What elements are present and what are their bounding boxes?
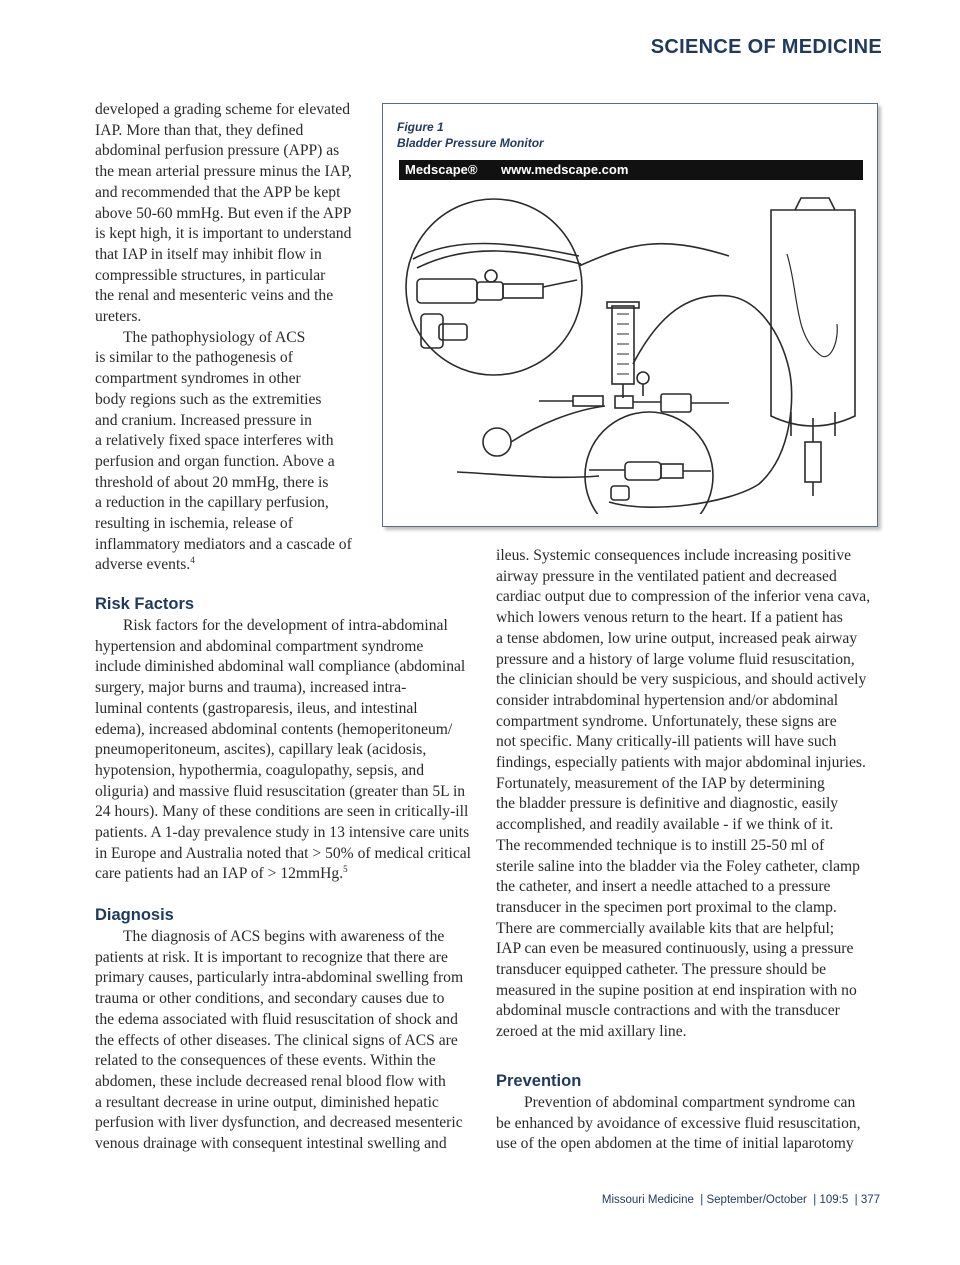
risk-factors-paragraph: Risk factors for the development of intra-abdominal hypertension and abdominal compartment syndrome include diminished abdominal wall compliance (abdominal surgery, major burns and trauma), increased intra- luminal contents (gastroparesis, ileus, and intestinal edema), increased abdominal contents (hemoperitoneum/ pneumoperitoneum, ascites), capillary leak (acidosis, hypotension, hypothermia, coagulopathy, sepsis, and oliguria) and massive fluid resuscitation (greater than 5L in 24 hours). Many of these conditions are seen in critically-ill patients. A 1-day prevalence study in 13 intensive care units in Europe and Australia noted that > 50% of medical critical care patients had an IAP of > 12mmHg.$^5$ <box>95 617 471 883</box>
medscape-banner <box>399 160 863 180</box>
prevention-heading: Prevention <box>496 1072 582 1090</box>
bag-syringe <box>805 442 821 482</box>
reference-5: 5 <box>343 864 348 875</box>
pressure-transducer <box>661 394 691 412</box>
syringe <box>612 306 634 384</box>
diagnosis-heading: Diagnosis <box>95 906 174 924</box>
reference-4: 4 <box>190 555 195 566</box>
page-footer: Missouri Medicine | September/October | 109:5 | 377 <box>601 1194 880 1206</box>
magnifier-circle-bottom <box>585 412 713 514</box>
journal-name: Missouri Medicine <box>601 1194 694 1206</box>
intro-paragraph <box>95 100 380 576</box>
section-banner: SCIENCE OF MEDICINE <box>650 36 882 58</box>
risk-factors-heading: Risk Factors <box>95 595 195 613</box>
bladder-pressure-illustration <box>399 184 863 514</box>
systemic-consequences-paragraph: ileus. Systemic consequences include increasing positive airway pressure in the ventilated patient and decreased cardiac output due to compression of the inferior vena cava, which lowers venous return to the heart. If a patient has a tense abdomen, low urine output, increased peak airway pressure and a history of large volume fluid resuscitation, the clinician should be very suspicious, and should actively consider intrabdominal hypertension and/or abdominal compartment syndrome. Unfortunately, these signs are not specific. Many critically-ill patients will have such findings, especially patients with major abdominal injuries. Fortunately, measurement of the IAP by determining the bladder pressure is definitive and diagnostic, easily accomplished, and readily available - if we think of it. The recommended technique is to instill 25-50 ml of sterile saline into the bladder via the Foley catheter, clamp the catheter, and insert a needle attached to a pressure transducer in the specimen port proximal to the clamp. There are commercially available kits that are helpful; IAP can even be measured continuously, using a pressure transducer equipped catheter. The pressure should be measured in the supine position at end inspiration with no abdominal muscle contractions and with the transducer zeroed at the mid axillary line. <box>496 547 871 1041</box>
drainage-bag <box>771 210 855 426</box>
catheter-balloon <box>483 428 511 456</box>
intro-text: developed a grading scheme for elevated IAP. More than that, they defined abdominal perfusion pressure (APP) as the mean arterial pressure minus the IAP, and recommended that the APP be kept above 50-60 mmHg. But even if the APP is kept high, it is important to understand that IAP in itself may inhibit flow in compressible structures, in particular the renal and mesenteric veins and the ureters. <box>95 101 352 326</box>
banner-brand: Medscape® <box>405 162 478 177</box>
figure-box <box>382 103 878 527</box>
figure-number: Figure 1 <box>397 120 444 134</box>
prevention-paragraph: Prevention of abdominal compartment syndrome can be enhanced by avoidance of excessive fluid resuscitation, use of the open abdomen at the time of initial laparotomy <box>496 1094 861 1153</box>
page-number: 377 <box>860 1194 880 1206</box>
diagnosis-paragraph: The diagnosis of ACS begins with awareness of the patients at risk. It is important to recognize that there are primary causes, particularly intra-abdominal swelling from trauma or other conditions, and secondary causes due to the edema associated with fluid resuscitation of shock and the effects of other diseases. The clinical signs of ACS are related to the consequences of these events. Within the abdomen, these include decreased renal blood flow with a resultant decrease in urine output, diminished hepatic perfusion with liver dysfunction, and decreased mesenteric venous drainage with consequent intestinal swelling and <box>95 928 464 1153</box>
pathophysiology-paragraph: The pathophysiology of ACS is similar to the pathogenesis of compartment syndromes in other body regions such as the extremities and cranium. Increased pressure in a relatively fixed space interferes with perfusion and organ function. Above a threshold of about 20 mmHg, there is a reduction in the capillary perfusion, resulting in ischemia, release of inflammatory mediators and a cascade of adverse events.$^4$ <box>95 328 352 574</box>
issue-date: September/October <box>706 1194 807 1206</box>
figure-caption: Bladder Pressure Monitor <box>397 136 544 150</box>
volume-issue: 109:5 <box>819 1194 849 1206</box>
banner-url: www.medscape.com <box>501 162 629 177</box>
